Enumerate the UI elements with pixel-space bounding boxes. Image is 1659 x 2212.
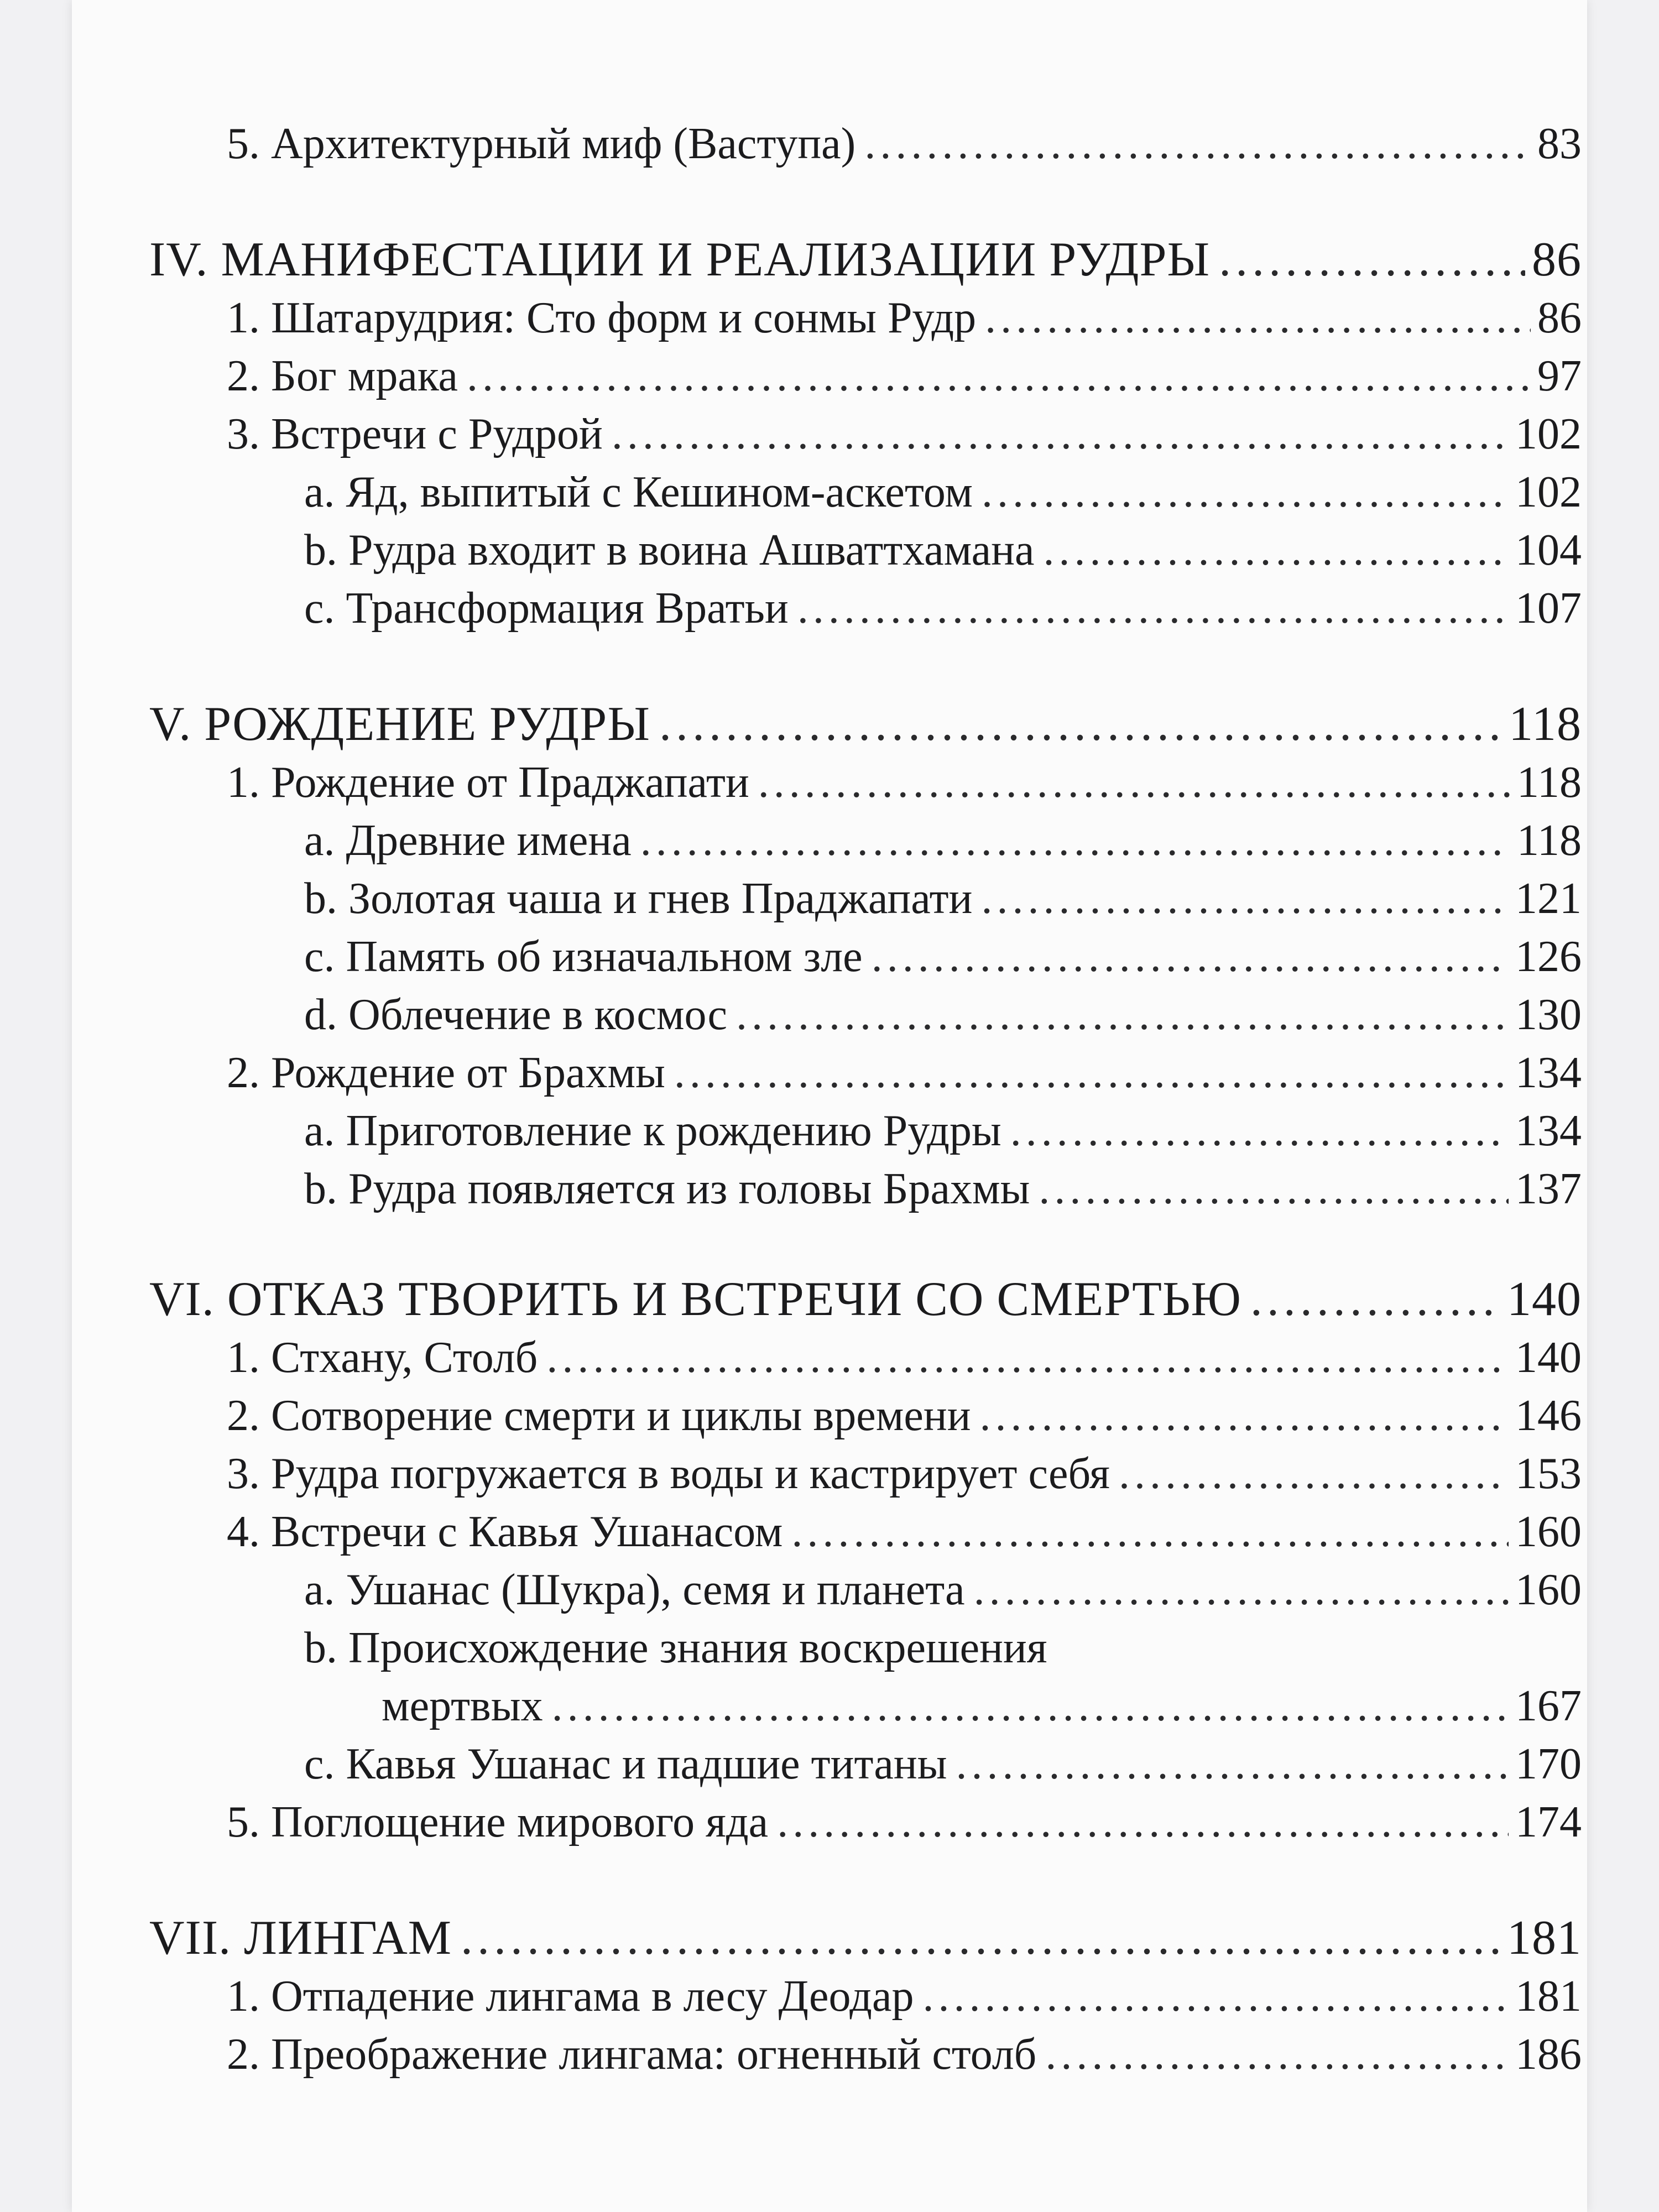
toc-page-number: 118 (1516, 758, 1582, 807)
toc-page-number: 118 (1509, 697, 1582, 751)
dot-leader (467, 348, 1531, 404)
table-of-contents (149, 0, 1582, 2212)
toc-entry-title: b. Рудра входит в воина Ашваттхамана (304, 526, 1035, 575)
toc-entry-title: c. Кавья Ушанас и падшие титаны (304, 1740, 947, 1788)
dot-leader (797, 581, 1509, 636)
toc-page-number: 167 (1515, 1682, 1582, 1730)
toc-entry-title: 5. Архитектурный миф (Ваступа) (227, 119, 856, 168)
dot-leader (1044, 523, 1509, 578)
toc-subentry (149, 523, 1582, 578)
toc-entry (149, 1504, 1582, 1559)
toc-entry-title: a. Древние имена (304, 816, 632, 865)
toc-subentry (149, 1103, 1582, 1159)
toc-subentry-title-line1: b. Происхождение знания воскрешения (304, 1624, 1047, 1672)
toc-subentry (149, 581, 1582, 636)
toc-entry-title-continuation: мертвых (382, 1682, 543, 1730)
dot-leader (758, 755, 1510, 810)
toc-entry (149, 1969, 1582, 2024)
toc-page-number: 86 (1532, 233, 1582, 286)
toc-entry-title: 1. Рождение от Праджапати (227, 758, 749, 807)
toc-page-number: 121 (1515, 874, 1582, 923)
toc-subentry (149, 1678, 1582, 1734)
toc-page-number: 146 (1515, 1391, 1582, 1440)
dot-leader (612, 406, 1509, 462)
dot-leader (777, 1794, 1509, 1850)
toc-chapter-title: VI. ОТКАЗ ТВОРИТЬ И ВСТРЕЧИ СО СМЕРТЬЮ (149, 1272, 1241, 1326)
toc-entry-title: 1. Отпадение лингама в лесу Деодар (227, 1972, 914, 2021)
toc-chapter-title: IV. МАНИФЕСТАЦИИ И РЕАЛИЗАЦИИ РУДРЫ (149, 233, 1211, 286)
toc-entry-title: 2. Бог мрака (227, 352, 458, 400)
dot-leader (1045, 2027, 1509, 2082)
toc-entry (149, 2027, 1582, 2082)
toc-page-number: 137 (1515, 1165, 1582, 1213)
toc-chapter (149, 1272, 1582, 1327)
toc-entry (149, 755, 1582, 810)
toc-subentry (149, 813, 1582, 868)
toc-entry-title: 3. Встречи с Рудрой (227, 410, 603, 458)
dot-leader (674, 1045, 1509, 1100)
toc-subentry (149, 1562, 1582, 1618)
toc-entry-title: 2. Сотворение смерти и циклы времени (227, 1391, 971, 1440)
toc-entry (149, 406, 1582, 462)
toc-page-number: 181 (1515, 1972, 1582, 2021)
toc-entry-title: 1. Стхану, Столб (227, 1333, 538, 1382)
dot-leader (659, 697, 1502, 752)
dot-leader (640, 813, 1510, 868)
toc-entry (149, 116, 1582, 171)
dot-leader (982, 465, 1509, 520)
dot-leader (546, 1330, 1509, 1385)
toc-page-number: 140 (1515, 1333, 1582, 1382)
dot-leader (1250, 1272, 1500, 1327)
toc-entry (149, 1794, 1582, 1850)
dot-leader (872, 929, 1509, 984)
toc-entry (149, 1330, 1582, 1385)
dot-leader (864, 116, 1531, 171)
toc-page-number: 170 (1515, 1740, 1582, 1788)
dot-leader (791, 1504, 1509, 1559)
toc-entry-title: a. Ушанас (Шукра), семя и планета (304, 1566, 965, 1614)
toc-entry-title: b. Рудра появляется из головы Брахмы (304, 1165, 1030, 1213)
toc-entry-title: 2. Рождение от Брахмы (227, 1048, 665, 1097)
toc-entry-title: 3. Рудра погружается в воды и кастрирует себя (227, 1449, 1110, 1498)
dot-leader (1039, 1161, 1509, 1217)
toc-page-number: 118 (1516, 816, 1582, 865)
toc-page-number: 140 (1507, 1272, 1582, 1326)
toc-page-number: 83 (1537, 119, 1582, 168)
toc-chapter-title: V. РОЖДЕНИЕ РУДРЫ (149, 697, 650, 751)
book-page (72, 0, 1587, 2212)
toc-entry (149, 290, 1582, 346)
toc-page-number: 97 (1537, 352, 1582, 400)
dot-leader (974, 1562, 1509, 1618)
toc-page-number: 174 (1515, 1798, 1582, 1846)
toc-page-number: 102 (1515, 410, 1582, 458)
dot-leader (1219, 232, 1525, 288)
toc-page-number: 107 (1515, 584, 1582, 633)
toc-chapter (149, 697, 1582, 752)
toc-page-number: 126 (1515, 932, 1582, 981)
dot-leader (956, 1736, 1509, 1792)
toc-subentry (149, 1736, 1582, 1792)
toc-chapter-title: VII. ЛИНГАМ (149, 1911, 452, 1965)
dot-leader (922, 1969, 1509, 2024)
dot-leader (736, 987, 1509, 1042)
toc-entry-title: 5. Поглощение мирового яда (227, 1798, 769, 1846)
dot-leader (1119, 1446, 1509, 1501)
dot-leader (981, 871, 1509, 926)
toc-page-number: 134 (1515, 1048, 1582, 1097)
toc-subentry (149, 1161, 1582, 1217)
toc-subentry (149, 465, 1582, 520)
dot-leader (985, 290, 1531, 346)
toc-page-number: 104 (1515, 526, 1582, 575)
toc-entry-title: 1. Шатарудрия: Сто форм и сонмы Рудр (227, 294, 977, 342)
dot-leader (552, 1678, 1509, 1734)
toc-entry-title: c. Трансформация Вратьи (304, 584, 789, 633)
toc-page-number: 160 (1515, 1566, 1582, 1614)
toc-entry-title: 2. Преображение лингама: огненный столб (227, 2030, 1037, 2079)
toc-page-number: 134 (1515, 1107, 1582, 1155)
toc-page-number: 153 (1515, 1449, 1582, 1498)
toc-page-number: 86 (1537, 294, 1582, 342)
toc-entry-title: a. Яд, выпитый с Кешином-аскетом (304, 468, 973, 517)
toc-entry (149, 348, 1582, 404)
toc-entry (149, 1446, 1582, 1501)
toc-entry-title: b. Золотая чаша и гнев Праджапати (304, 874, 973, 923)
toc-subentry (149, 987, 1582, 1042)
toc-page-number: 130 (1515, 990, 1582, 1039)
toc-entry (149, 1388, 1582, 1443)
toc-entry (149, 1045, 1582, 1100)
toc-subentry (149, 871, 1582, 926)
dot-leader (1010, 1103, 1509, 1159)
toc-chapter (149, 232, 1582, 288)
dot-leader (980, 1388, 1509, 1443)
toc-chapter (149, 1911, 1582, 1966)
toc-page-number: 160 (1515, 1507, 1582, 1556)
toc-entry-title: d. Облечение в космос (304, 990, 727, 1039)
toc-entry-title: c. Память об изначальном зле (304, 932, 863, 981)
toc-page-number: 102 (1515, 468, 1582, 517)
toc-page-number: 186 (1515, 2030, 1582, 2079)
dot-leader (461, 1911, 1500, 1966)
toc-subentry (149, 929, 1582, 984)
toc-entry-title: a. Приготовление к рождению Рудры (304, 1107, 1001, 1155)
toc-entry-title: 4. Встречи с Кавья Ушанасом (227, 1507, 783, 1556)
toc-page-number: 181 (1507, 1911, 1582, 1965)
